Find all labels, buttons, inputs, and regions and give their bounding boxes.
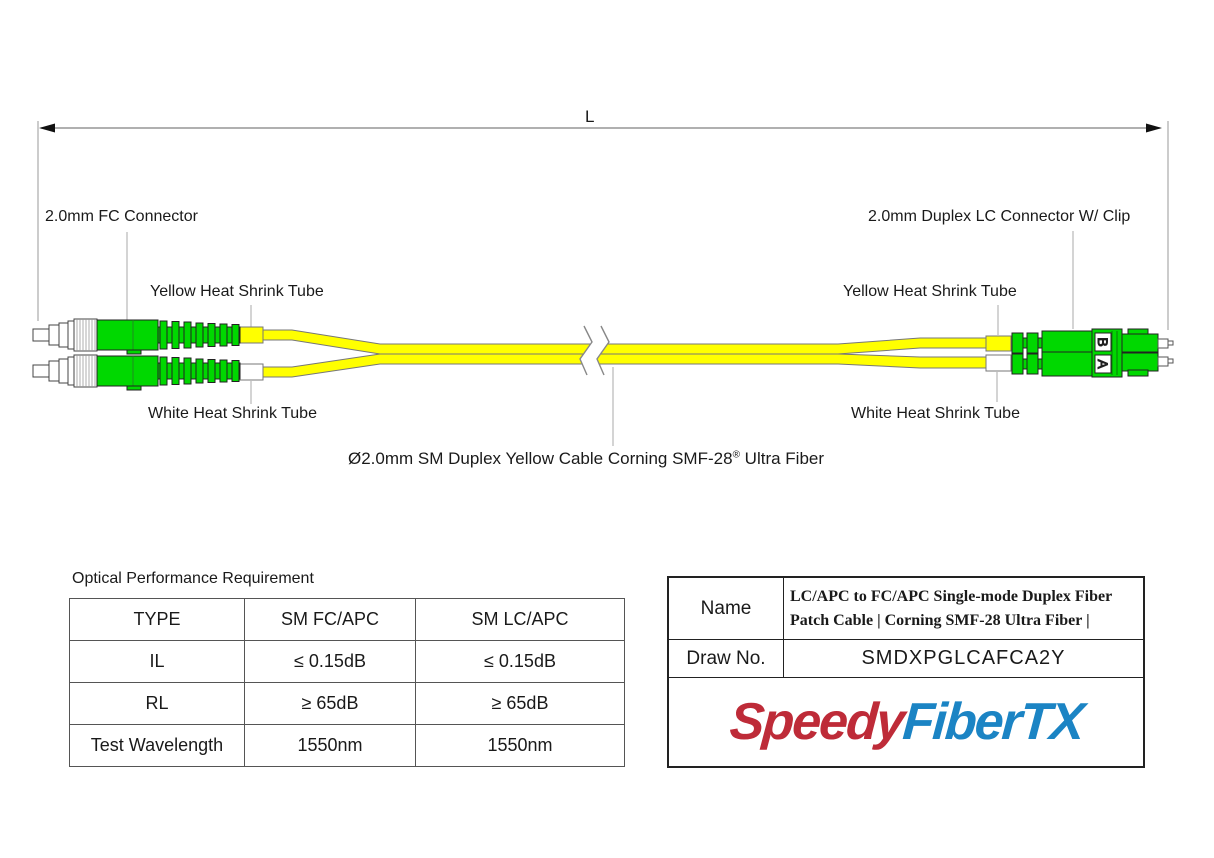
table-row-il (70, 641, 625, 683)
lc-clip (1092, 329, 1122, 377)
table-header-row (70, 599, 625, 641)
fc-connector-top (33, 319, 240, 354)
lc-connector-duplex (1012, 329, 1173, 377)
dimension-label: L (585, 107, 595, 126)
registered-mark: ® (732, 449, 740, 461)
table-row-rl (70, 683, 625, 725)
cable-label-main: Ø2.0mm SM Duplex Yellow Cable Corning SMF-28 (348, 449, 733, 468)
title-block (667, 576, 1145, 768)
logo-speedy: Speedy (727, 693, 905, 751)
title-block-name-row (669, 578, 1143, 640)
draw-no-value: SMDXPGLCAFCA2Y (861, 647, 1066, 669)
draw-no-label: Draw No. (669, 640, 784, 677)
wavelength-lc-value: 1550nm (416, 725, 625, 767)
title-block-logo-row (669, 678, 1143, 766)
il-label: IL (70, 641, 245, 683)
yellow-heat-shrink-left (240, 327, 263, 343)
cable-label-suffix: Ultra Fiber (739, 449, 825, 468)
yellow-heat-shrink-label-right: Yellow Heat Shrink Tube (843, 283, 1017, 300)
name-value-line2: Patch Cable | Corning SMF-28 Ultra Fiber | (790, 611, 1090, 629)
cable-label (348, 449, 824, 469)
fc-connector-label: 2.0mm FC Connector (45, 208, 198, 225)
speedyfibertx-logo (728, 692, 1085, 752)
rl-lc-value: ≥ 65dB (416, 683, 625, 725)
header-lc: SM LC/APC (416, 599, 625, 641)
cable-bottom (263, 354, 1011, 377)
cable-top (263, 330, 1011, 354)
table-row-wavelength (70, 725, 625, 767)
il-fc-value: ≤ 0.15dB (245, 641, 416, 683)
dimension-arrow-left (39, 124, 55, 133)
white-heat-shrink-right (986, 355, 1011, 371)
header-type: TYPE (70, 599, 245, 641)
performance-table-title: Optical Performance Requirement (72, 570, 314, 587)
wavelength-label: Test Wavelength (70, 725, 245, 767)
yellow-heat-shrink-right (986, 336, 1011, 351)
name-value-line1: LC/APC to FC/APC Single-mode Duplex Fiber (790, 588, 1113, 606)
logo-fibertx: FiberTX (900, 693, 1085, 751)
header-fc: SM FC/APC (245, 599, 416, 641)
rl-fc-value: ≥ 65dB (245, 683, 416, 725)
lc-clip-letter-a: A (1095, 359, 1111, 369)
title-block-drawno-row (669, 640, 1143, 678)
performance-table (69, 598, 625, 767)
lc-connector-label: 2.0mm Duplex LC Connector W/ Clip (868, 208, 1131, 225)
name-value (784, 578, 1143, 639)
yellow-heat-shrink-label-left: Yellow Heat Shrink Tube (150, 283, 324, 300)
white-heat-shrink-label-left: White Heat Shrink Tube (148, 405, 317, 422)
dimension-arrow-right (1146, 124, 1162, 133)
name-label: Name (669, 578, 784, 639)
wavelength-fc-value: 1550nm (245, 725, 416, 767)
rl-label: RL (70, 683, 245, 725)
il-lc-value: ≤ 0.15dB (416, 641, 625, 683)
fc-connector-bottom (33, 355, 240, 390)
duplex-cable (263, 330, 1011, 377)
white-heat-shrink-left (240, 364, 263, 380)
lc-clip-letter-b: B (1095, 337, 1111, 347)
white-heat-shrink-label-right: White Heat Shrink Tube (851, 405, 1020, 422)
